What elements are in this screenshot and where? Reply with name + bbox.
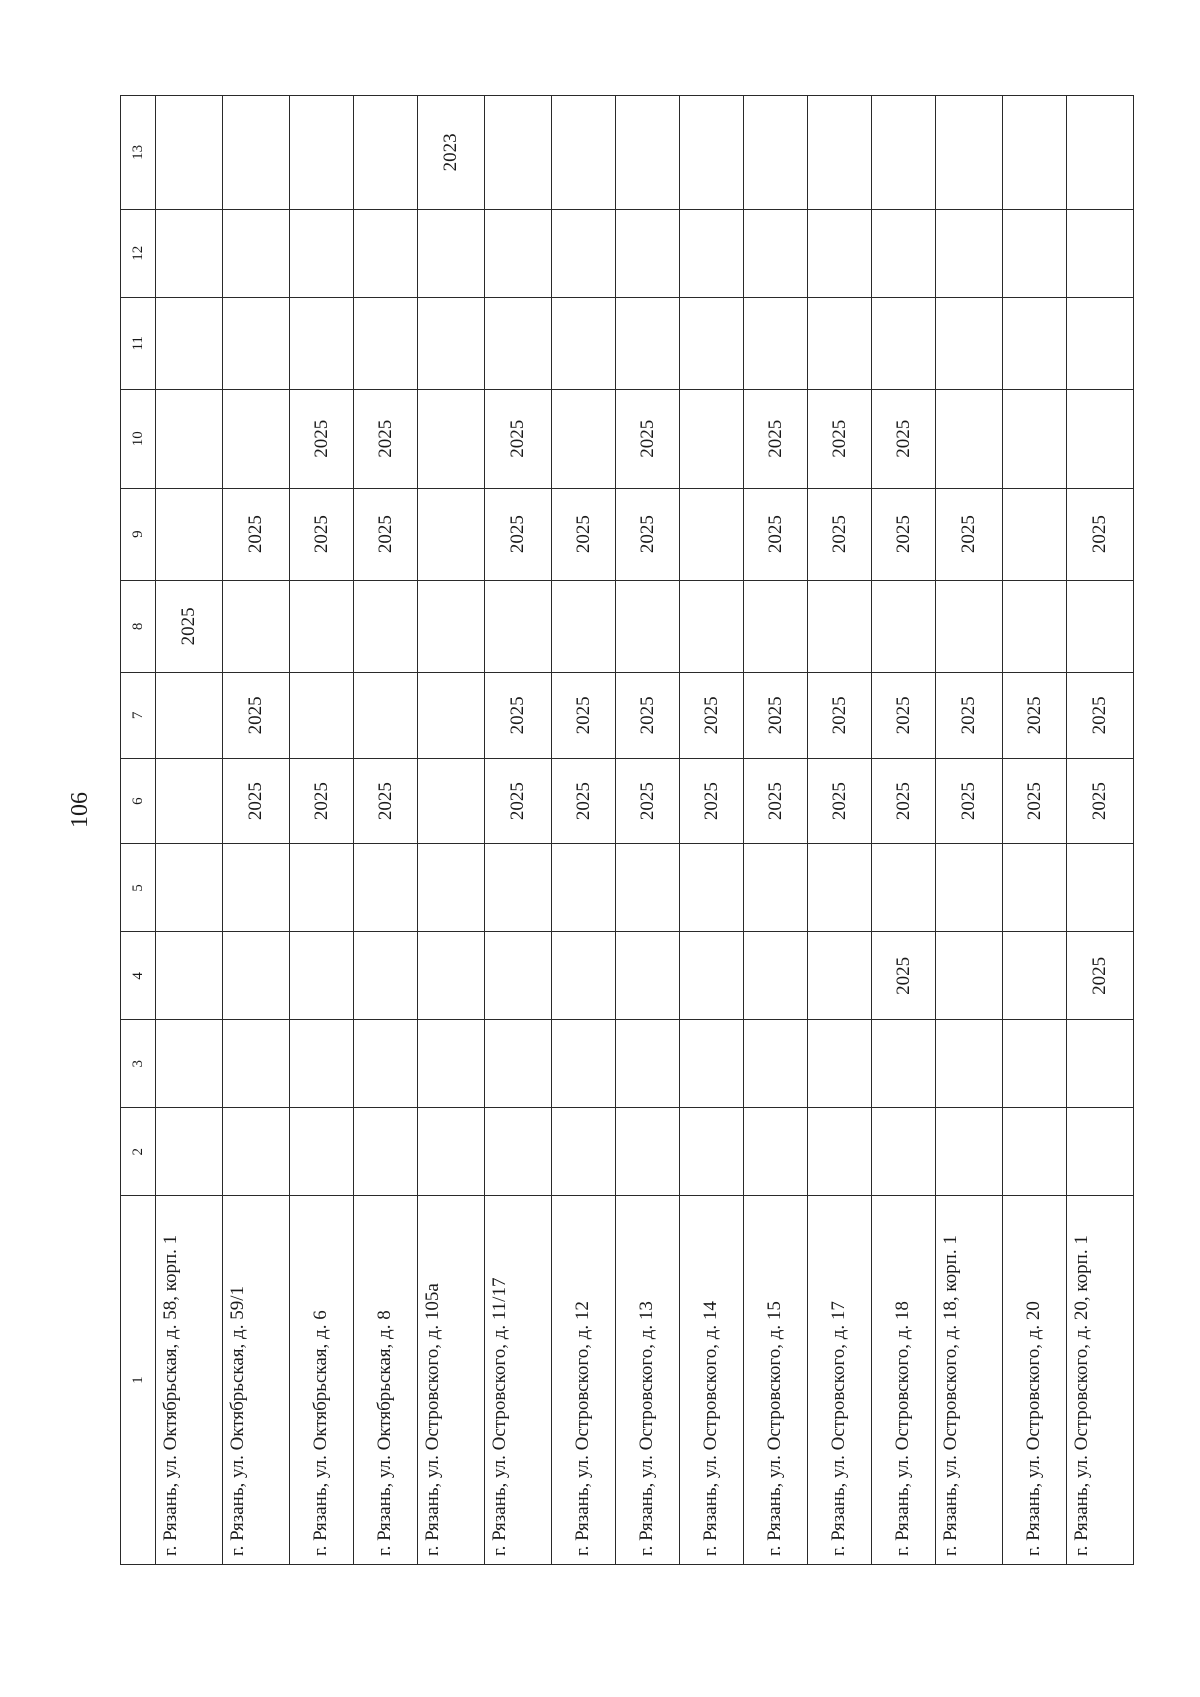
year-cell — [552, 580, 616, 672]
year-cell: 2025 — [872, 932, 936, 1020]
year-cell — [616, 1108, 680, 1196]
table-row — [744, 96, 808, 1565]
year-cell — [552, 932, 616, 1020]
address-cell: г. Рязань, ул. Островского, д. 15 — [744, 1196, 808, 1565]
address-cell: г. Рязань, ул. Островского, д. 18 — [872, 1196, 936, 1565]
year-cell — [418, 932, 485, 1020]
year-cell — [552, 1020, 616, 1108]
year-cell — [223, 96, 290, 210]
year-cell — [936, 209, 1003, 297]
year-cell — [1003, 297, 1067, 389]
year-cell — [418, 209, 485, 297]
year-cell — [680, 209, 744, 297]
year-cell: 2025 — [680, 672, 744, 758]
address-cell: г. Рязань, ул. Островского, д. 13 — [616, 1196, 680, 1565]
year-cell — [156, 96, 223, 210]
year-cell — [872, 844, 936, 932]
year-cell — [808, 297, 872, 389]
year-cell: 2025 — [1067, 488, 1134, 580]
year-cell: 2025 — [290, 488, 354, 580]
year-cell — [744, 297, 808, 389]
year-cell: 2025 — [1067, 932, 1134, 1020]
year-cell — [485, 1020, 552, 1108]
year-cell: 2025 — [680, 758, 744, 844]
table-row — [808, 96, 872, 1565]
year-cell — [223, 209, 290, 297]
table-row — [872, 96, 936, 1565]
year-cell — [808, 209, 872, 297]
year-cell — [936, 389, 1003, 488]
year-cell — [808, 96, 872, 210]
year-cell: 2025 — [485, 758, 552, 844]
year-cell: 2025 — [485, 389, 552, 488]
year-cell — [872, 580, 936, 672]
header-row — [121, 96, 156, 1565]
year-cell — [680, 1020, 744, 1108]
year-cell: 2025 — [290, 758, 354, 844]
year-cell: 2025 — [552, 758, 616, 844]
year-cell — [1067, 580, 1134, 672]
year-cell — [680, 488, 744, 580]
year-cell — [418, 1020, 485, 1108]
column-header: 7 — [121, 672, 156, 758]
year-cell: 2025 — [744, 389, 808, 488]
year-cell — [354, 1020, 418, 1108]
year-cell — [872, 1020, 936, 1108]
table-row — [223, 96, 290, 1565]
year-cell — [354, 672, 418, 758]
year-cell — [223, 297, 290, 389]
year-cell — [354, 96, 418, 210]
table-row — [1067, 96, 1134, 1565]
table-row — [418, 96, 485, 1565]
year-cell: 2025 — [808, 389, 872, 488]
year-cell — [156, 672, 223, 758]
year-cell: 2025 — [872, 758, 936, 844]
table-row — [680, 96, 744, 1565]
year-cell — [744, 209, 808, 297]
year-cell — [936, 1108, 1003, 1196]
year-cell — [223, 932, 290, 1020]
year-cell — [552, 389, 616, 488]
year-cell — [552, 209, 616, 297]
address-cell: г. Рязань, ул. Октябрьская, д. 6 — [290, 1196, 354, 1565]
year-cell: 2025 — [616, 389, 680, 488]
address-cell: г. Рязань, ул. Октябрьская, д. 59/1 — [223, 1196, 290, 1565]
year-cell — [936, 580, 1003, 672]
year-cell — [1003, 209, 1067, 297]
address-cell: г. Рязань, ул. Островского, д. 18, корп. 1 — [936, 1196, 1003, 1565]
year-cell — [418, 758, 485, 844]
year-cell: 2025 — [872, 488, 936, 580]
year-cell — [156, 389, 223, 488]
year-cell — [354, 844, 418, 932]
year-cell: 2025 — [616, 758, 680, 844]
column-header: 11 — [121, 297, 156, 389]
year-cell — [418, 844, 485, 932]
year-cell — [156, 209, 223, 297]
year-cell: 2025 — [354, 389, 418, 488]
year-cell — [290, 297, 354, 389]
year-cell — [290, 580, 354, 672]
year-cell: 2025 — [936, 488, 1003, 580]
address-cell: г. Рязань, ул. Островского, д. 105а — [418, 1196, 485, 1565]
address-cell: г. Рязань, ул. Островского, д. 14 — [680, 1196, 744, 1565]
year-cell: 2025 — [744, 758, 808, 844]
year-cell — [1003, 1020, 1067, 1108]
year-cell — [552, 1108, 616, 1196]
year-cell — [485, 844, 552, 932]
year-cell — [485, 96, 552, 210]
year-cell — [1067, 1020, 1134, 1108]
year-cell — [808, 1020, 872, 1108]
year-cell: 2025 — [744, 672, 808, 758]
year-cell — [290, 209, 354, 297]
year-cell — [744, 932, 808, 1020]
table-row — [616, 96, 680, 1565]
year-cell — [936, 297, 1003, 389]
year-cell — [156, 932, 223, 1020]
column-header: 5 — [121, 844, 156, 932]
year-cell — [354, 932, 418, 1020]
column-header: 13 — [121, 96, 156, 210]
year-cell: 2025 — [872, 389, 936, 488]
year-cell — [616, 932, 680, 1020]
year-cell — [418, 672, 485, 758]
column-header: 8 — [121, 580, 156, 672]
year-cell — [485, 209, 552, 297]
year-cell: 2025 — [552, 488, 616, 580]
year-cell — [354, 1108, 418, 1196]
year-cell: 2025 — [223, 758, 290, 844]
table-row — [354, 96, 418, 1565]
table-row — [156, 96, 223, 1565]
year-cell — [808, 1108, 872, 1196]
data-table — [120, 95, 1134, 1565]
page-number: 106 — [67, 792, 93, 828]
year-cell: 2025 — [1003, 758, 1067, 844]
year-cell — [290, 844, 354, 932]
year-cell — [1003, 389, 1067, 488]
table-row — [552, 96, 616, 1565]
year-cell — [485, 297, 552, 389]
year-cell — [223, 389, 290, 488]
year-cell — [680, 389, 744, 488]
year-cell — [808, 932, 872, 1020]
year-cell: 2025 — [354, 488, 418, 580]
column-header: 6 — [121, 758, 156, 844]
year-cell — [1003, 488, 1067, 580]
year-cell: 2025 — [354, 758, 418, 844]
year-cell — [223, 1020, 290, 1108]
year-cell: 2025 — [290, 389, 354, 488]
year-cell — [1067, 1108, 1134, 1196]
year-cell — [936, 1020, 1003, 1108]
year-cell — [156, 1108, 223, 1196]
year-cell — [485, 1108, 552, 1196]
table-container — [120, 95, 1110, 1565]
year-cell: 2025 — [872, 672, 936, 758]
year-cell — [418, 297, 485, 389]
table-row — [485, 96, 552, 1565]
year-cell: 2025 — [1067, 758, 1134, 844]
year-cell — [552, 844, 616, 932]
year-cell — [1003, 580, 1067, 672]
year-cell: 2025 — [223, 672, 290, 758]
year-cell — [744, 844, 808, 932]
year-cell — [156, 844, 223, 932]
year-cell — [1003, 844, 1067, 932]
year-cell — [680, 932, 744, 1020]
year-cell — [680, 844, 744, 932]
year-cell: 2025 — [616, 488, 680, 580]
year-cell — [485, 580, 552, 672]
year-cell — [744, 96, 808, 210]
year-cell: 2025 — [1003, 672, 1067, 758]
year-cell — [156, 758, 223, 844]
address-cell: г. Рязань, ул. Островского, д. 20, корп. 1 — [1067, 1196, 1134, 1565]
year-cell — [156, 297, 223, 389]
year-cell — [223, 580, 290, 672]
year-cell — [616, 1020, 680, 1108]
year-cell — [290, 672, 354, 758]
table-row — [936, 96, 1003, 1565]
year-cell — [1067, 844, 1134, 932]
year-cell — [354, 297, 418, 389]
year-cell — [1067, 96, 1134, 210]
year-cell — [936, 96, 1003, 210]
year-cell — [418, 488, 485, 580]
year-cell — [1067, 297, 1134, 389]
year-cell — [1003, 96, 1067, 210]
year-cell: 2025 — [744, 488, 808, 580]
year-cell — [936, 932, 1003, 1020]
address-cell: г. Рязань, ул. Островского, д. 20 — [1003, 1196, 1067, 1565]
year-cell: 2025 — [1067, 672, 1134, 758]
year-cell — [680, 1108, 744, 1196]
year-cell — [936, 844, 1003, 932]
address-cell: г. Рязань, ул. Островского, д. 12 — [552, 1196, 616, 1565]
year-cell: 2025 — [485, 672, 552, 758]
year-cell — [223, 1108, 290, 1196]
year-cell — [1003, 1108, 1067, 1196]
column-header: 9 — [121, 488, 156, 580]
year-cell — [744, 580, 808, 672]
address-cell: г. Рязань, ул. Островского, д. 17 — [808, 1196, 872, 1565]
year-cell: 2023 — [418, 96, 485, 210]
year-cell: 2025 — [223, 488, 290, 580]
year-cell — [418, 1108, 485, 1196]
year-cell — [156, 1020, 223, 1108]
year-cell — [680, 96, 744, 210]
year-cell — [744, 1020, 808, 1108]
year-cell — [616, 209, 680, 297]
year-cell — [872, 209, 936, 297]
year-cell — [290, 1020, 354, 1108]
year-cell — [552, 96, 616, 210]
year-cell — [1067, 389, 1134, 488]
year-cell — [616, 844, 680, 932]
column-header: 10 — [121, 389, 156, 488]
year-cell — [354, 580, 418, 672]
year-cell: 2025 — [156, 580, 223, 672]
year-cell: 2025 — [936, 672, 1003, 758]
table-row — [1003, 96, 1067, 1565]
column-header: 3 — [121, 1020, 156, 1108]
year-cell — [872, 1108, 936, 1196]
year-cell — [680, 297, 744, 389]
address-cell: г. Рязань, ул. Октябрьская, д. 58, корп. 1 — [156, 1196, 223, 1565]
year-cell — [290, 932, 354, 1020]
year-cell — [223, 844, 290, 932]
year-cell — [744, 1108, 808, 1196]
year-cell — [808, 844, 872, 932]
table-row — [290, 96, 354, 1565]
year-cell — [616, 96, 680, 210]
year-cell — [872, 96, 936, 210]
year-cell — [418, 389, 485, 488]
address-cell: г. Рязань, ул. Октябрьская, д. 8 — [354, 1196, 418, 1565]
year-cell: 2025 — [936, 758, 1003, 844]
year-cell — [1067, 209, 1134, 297]
year-cell: 2025 — [552, 672, 616, 758]
year-cell — [616, 297, 680, 389]
year-cell — [808, 580, 872, 672]
year-cell — [418, 580, 485, 672]
year-cell: 2025 — [808, 672, 872, 758]
year-cell — [156, 488, 223, 580]
year-cell — [552, 297, 616, 389]
year-cell — [872, 297, 936, 389]
column-header: 2 — [121, 1108, 156, 1196]
column-header: 4 — [121, 932, 156, 1020]
year-cell — [485, 932, 552, 1020]
column-header: 12 — [121, 209, 156, 297]
year-cell: 2025 — [485, 488, 552, 580]
year-cell — [616, 580, 680, 672]
column-header: 1 — [121, 1196, 156, 1565]
year-cell — [680, 580, 744, 672]
year-cell — [290, 96, 354, 210]
year-cell: 2025 — [808, 758, 872, 844]
year-cell — [290, 1108, 354, 1196]
year-cell — [354, 209, 418, 297]
year-cell: 2025 — [808, 488, 872, 580]
address-cell: г. Рязань, ул. Островского, д. 11/17 — [485, 1196, 552, 1565]
year-cell: 2025 — [616, 672, 680, 758]
year-cell — [1003, 932, 1067, 1020]
